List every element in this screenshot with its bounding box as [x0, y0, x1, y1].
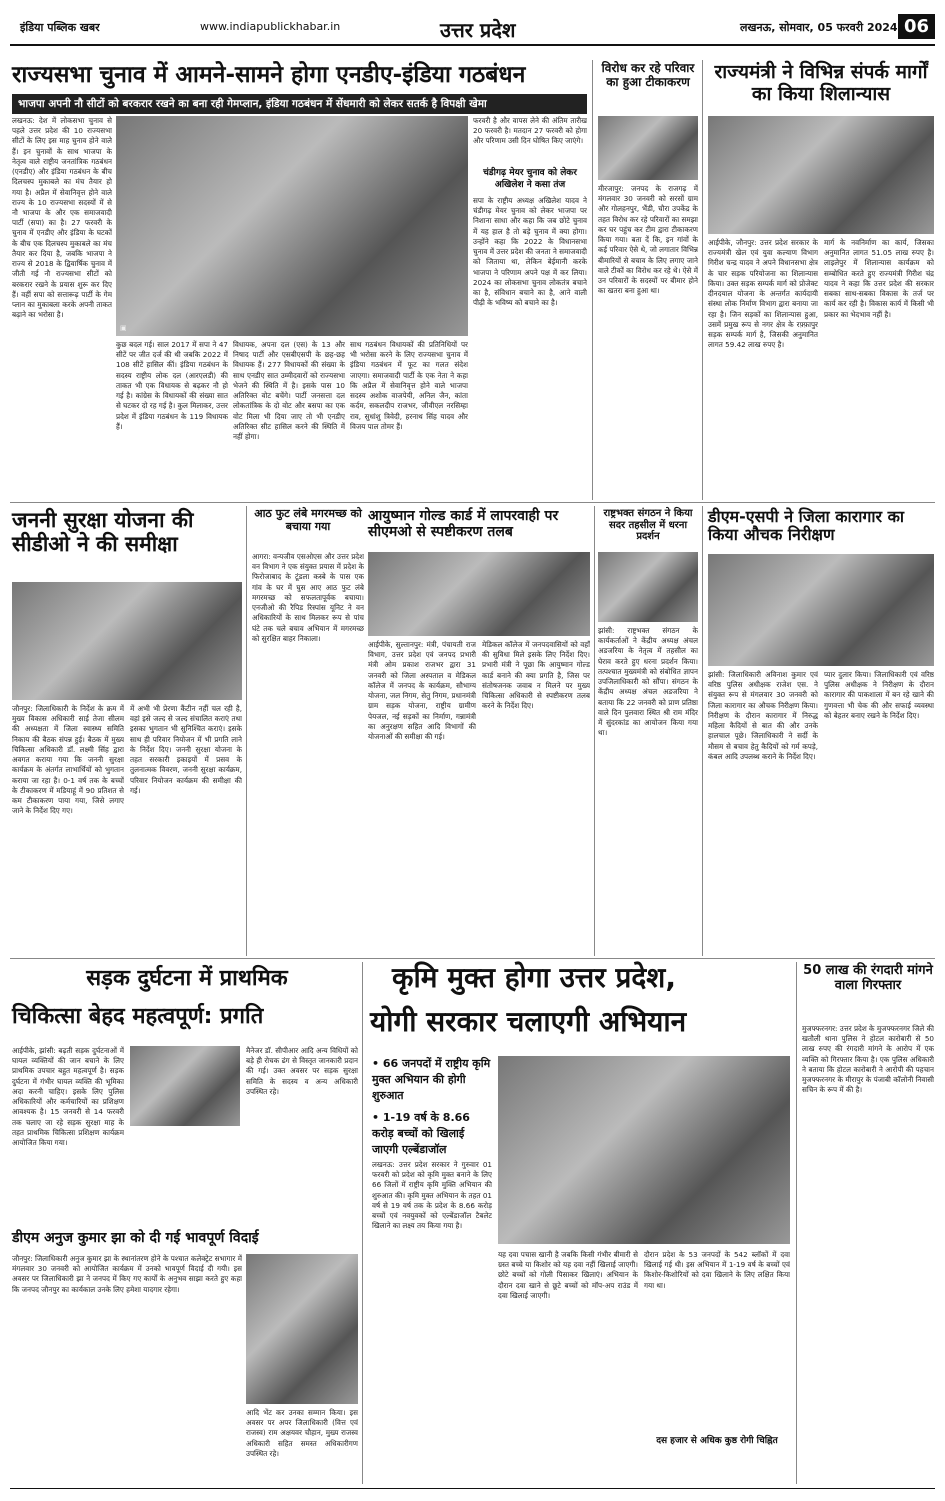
- section-title: उत्तर प्रदेश: [440, 18, 516, 42]
- lead-photo: [116, 116, 468, 336]
- chandigarh-body: सपा के राष्ट्रीय अध्यक्ष अखिलेश यादव ने चंडीगढ़ मेयर चुनाव को लेकर भाजपा पर निशाना साधा और कहा कि जब छोटे चुनाव में यह हाल है तो बड़े चुनाव में क्या होगा। उन्होंने कहा कि 2022 के विधानसभा चुनाव में उत्तर प्रदेश की जनता ने समाजवादी को जिताया था, लेकिन बेईमानी करके भाजपा ने परिणाम अपने पक्ष में कर लिया। 2024 का लोकसभा चुनाव लोकतंत्र बचाने का है, संविधान बचाने का है, आने वाली पीढ़ी के भविष्य को बचाने का है।: [473, 196, 587, 308]
- virodh-headline: विरोध कर रहे परिवार का हुआ टीकाकरण: [601, 61, 695, 89]
- magarmachh-body: आगरा: वन्यजीव एसओएस और उत्तर प्रदेश वन विभाग ने एक संयुक्त प्रयास में प्रदेश के फिरोजाबाद के टूंडला कस्बे के पास एक गांव के घर में घुस आए आठ फुट लंबे मगरमच्छ को सफलतापूर्वक बचाया। एनजीओ की रैपिड रिस्पांस यूनिट ने वन अधिकारियों के साथ मिलकर रूप से पांच घंटे तक चले बचाव अभियान में मगरमच्छ को सुरक्षित बाहर निकाला।: [252, 552, 364, 643]
- ayushman-headline: आयुष्मान गोल्ड कार्ड में लापरवाही पर सीएमओ से स्पष्टीकरण तलब: [368, 508, 559, 541]
- dharna-headline: राष्ट्रभक्त संगठन ने किया सदर तहसील में धरना प्रदर्शन: [603, 508, 693, 542]
- masthead: [10, 16, 935, 46]
- ayushman-body2: मेडिकल कॉलेज में जनपदवासियों को वहाँ की सुविधा मिले इसके लिए निर्देश दिए। प्रभारी मंत्री ने पूछा कि आयुष्मान गोल्ड कार्ड बनाने की क्या प्रगति है, जिस पर संतोषजनक जवाब न मिलने पर मुख्य चिकित्सा अधिकारी से स्पष्टीकरण तलब करने के निर्देश दिए।: [482, 640, 590, 711]
- website-url[interactable]: www.indiapublickhabar.in: [200, 20, 341, 33]
- sadak-body2: मैनेजर डॉ. सीपीआर आदि अन्य विधियों को बड़े ही रोचक ढंग से विस्तृत जानकारी प्रदान की गई। उक्त अवसर पर सड़क सुरक्षा समिति के सदस्य व अन्य अधिकारी उपस्थित रहे।: [246, 1046, 358, 1096]
- lead-body-col1: लखनऊ: देश में लोकसभा चुनाव से पहले उत्तर प्रदेश की 10 राज्यसभा सीटों के लिए इस माह चुनाव होने वाले हैं। इन चुनावों के साथ भाजपा के नेतृत्व वाले राष्ट्रीय जनतांत्रिक गठबंधन (एनडीए) और इंडिया गठबंधन के बीच दिलचस्प मुकाबले का मंच तैयार हो गया है। अप्रैल में सेवानिवृत्त होने वाले राज्य के 10 राज्यसभा सदस्यों में से नौ भाजपा के और एक समाजवादी पार्टी (सपा) का है। 27 फरवरी के चुनाव में एनडीए और इंडिया के घटकों के बीच एक दिलचस्प मुकाबले का मंच तैयार कर दिया है, जबकि भाजपा ने राज्य से 2018 के द्विवार्षिक चुनाव में जीती गई नौ राज्यसभा सीटों को बरकरार रखने के प्रयास शुरू कर दिए हैं। वहीं सपा को सत्तारूढ़ पार्टी के गेम प्लान का मुकाबला करके अपनी ताकत बढ़ाने का भरोसा है।: [12, 116, 112, 320]
- sadak-photo: [130, 1046, 240, 1126]
- virodh-body: मीरजापुर: जनपद के राजगढ़ में मंगलवार 30 जनवरी को सरसों ग्राम और गोलहनपुर, भैंडी, चौरा उपकेंद्र के तहत विरोध कर रहे परिवारों का समझा कर घर पहुंच कर टीम द्वारा टीकाकरण किया गया। बता दें कि, इन गांवों के कई परिवार ऐसे थे, जो लगातार विभिन्न बीमारियों से बचाव के लिए लगाए जाने वाले टीकों का विरोध कर रहे थे। ऐसे में उन परिवारों के सदस्यों पर बीमार होने का खतरा बना हुआ था।: [598, 184, 698, 296]
- janani-photo: [12, 582, 242, 700]
- krimi-bullet-2: • 1-19 वर्ष के 8.66 करोड़ बच्चों को खिलाई जाएगी एल्बेंडाजॉल: [372, 1110, 492, 1158]
- brand-name: इंडिया पब्लिक खबर: [20, 21, 100, 34]
- lead-body-col2: कुछ बदल गई। साल 2017 में सपा ने 47 सीटें पर जीत दर्ज की थी जबकि 2022 में 108 सीटें हासिल कीं। इंडिया गठबंधन के सदस्य राष्ट्रीय लोक दल (आरएलडी) की ताकत भी एक विधायक से बढ़कर नौ हो गई है। कांग्रेस के विधायकों की संख्या सात से घटकर दो रह गई है। कुल मिलाकर, उत्तर प्रदेश में इंडिया गठबंधन के 119 विधायक हैं।: [116, 340, 228, 431]
- krimi-headline-1: कृमि मुक्त होगा उत्तर प्रदेश,: [392, 961, 676, 994]
- vidaai-body2: आदि भेंट कर उनका सम्मान किया। इस अवसर पर अपर जिलाधिकारी (वित्त एवं राजस्व) राम अक्षयवर चौहान, मुख्य राजस्व अधिकारी सहित समस्त अधिकारीगण उपस्थित रहे।: [246, 1408, 358, 1458]
- lead-subline: भाजपा अपनी नौ सीटों को बरकरार रखने का बना रही गेमप्लान, इंडिया गठबंधन में सेंधमारी को लेकर सतर्क है विपक्षी खेमा: [12, 94, 587, 114]
- krimi-bullet-1: • 66 जनपदों में राष्ट्रीय कृमि मुक्त अभियान की होगी शुरुआत: [372, 1056, 492, 1104]
- krimi-headline-2: योगी सरकार चलाएगी अभियान: [370, 1005, 687, 1038]
- karagar-headline: डीएम-एसपी ने जिला कारागार का किया औचक निरीक्षण: [708, 507, 905, 545]
- krimi-body2: यह दवा पचास खानी है जबकि किसी गंभीर बीमारी से ग्रस्त बच्चे या किशोर को यह दवा नहीं खिलाई जाएगी। छोटे बच्चों को गोली पिसाकर खिलाएं। अभियान के दौरान दवा खाने से छूटे बच्चों को मॉप-अप राउंड में दवा खिलाई जाएगी।: [498, 1250, 638, 1300]
- rajyamantri-body2: मार्ग के नवनिर्माण का कार्य, जिसका अनुमानित लागत 51.05 लाख रुपए है। लाइलेपुर में शिलान्यास कार्यक्रम को सम्बोधित करते हुए राज्यमंत्री गिरीश चंद्र यादव ने कहा कि उत्तर प्रदेश की सरकार सबका साथ-सबका विकास के तर्ज पर कार्य कर रही है। विकास कार्य में किसी भी प्रकार का भेदभाव नहीं है।: [824, 238, 934, 319]
- janani-headline: जननी सुरक्षा योजना की सीडीओ ने की समीक्षा: [12, 508, 194, 557]
- krimi-bullets: [372, 1056, 492, 1164]
- magarmachh-headline: आठ फुट लंबे मगरमच्छ को बचाया गया: [254, 507, 362, 533]
- page-number: 06: [898, 14, 935, 39]
- sadak-headline-1: सड़क दुर्घटना में प्राथमिक: [86, 966, 288, 991]
- vidaai-headline: डीएम अनुज कुमार झा को दी गई भावपूर्ण विदाई: [12, 1230, 259, 1246]
- krimi-box-head: दस हजार से अधिक कुष्ठ रोगी चिह्नित: [656, 1436, 778, 1446]
- krimi-body: लखनऊ: उत्तर प्रदेश सरकार ने गुरुवार 01 फरवरी को प्रदेश को कृमि मुक्त बनाने के लिए 66 जिलों में राष्ट्रीय कृमि मुक्ति अभियान की शुरुआत की। कृमि मुक्त अभियान के तहत 01 वर्ष से 19 वर्ष तक के प्रदेश के 8.66 करोड़ बच्चों एवं नवयुवकों को एल्बेंडाजॉल टैबलेट खिलाने का लक्ष्य तय किया गया है।: [372, 1160, 492, 1231]
- vidaai-photo: [246, 1254, 358, 1404]
- footer-rule: [10, 1488, 935, 1496]
- karagar-body: झांसी: जिलाधिकारी अविनाश कुमार एवं वरिष्ठ पुलिस अधीक्षक राजेश एस. ने संयुक्त रूप से मंगलवार 30 जनवरी को जिला कारागार का औचक निरीक्षण किया। निरीक्षण के दौरान कारागार में निरुद्ध महिला कैदियों से बात की और उनके हालचाल पूछे। जिलाधिकारी ने सर्दी के मौसम से बचाव हेतु कैदियों को गर्म कपड़े, कंबल आदि उपलब्ध कराने के निर्देश दिए।: [708, 670, 818, 761]
- photo-icon: ▣: [120, 324, 127, 332]
- rajyamantri-headline: राज्यमंत्री ने विभिन्न संपर्क मार्गों का किया शिलान्यास: [714, 61, 928, 105]
- lead-body-col5: फरवरी है और वापस लेने की अंतिम तारीख 20 फरवरी है। मतदान 27 फरवरी को होगा और परिणाम उसी दिन घोषित किए जाएंगे।: [473, 116, 587, 146]
- vidaai-body: जौनपुर: जिलाधिकारी अनुज कुमार झा के स्थानांतरण होने के पश्चात कलेक्ट्रेट सभागार में मंगलवार 30 जनवरी को आयोजित कार्यक्रम में उनको भावपूर्ण विदाई दी गयी। इस अवसर पर जिलाधिकारी झा ने जनपद में किए गए कार्यों के अनुभव साझा करते हुए कहा कि जनपद जौनपुर का कार्यकाल उनके लिए हमेशा यादगार रहेगा।: [12, 1254, 242, 1294]
- rajyamantri-photo: [708, 116, 934, 234]
- janani-body2: में अभी भी प्रेरणा कैंटीन नहीं चल रही है, वहां इसे जल्द से जल्द संचालित कराएं तथा इसका भुगतान भी सुनिश्चित कराएं। इसके साथ ही परिवार नियोजन में भी प्रगति लाने के निर्देश दिए। जननी सुरक्षा योजना के तहत सरकारी इकाइयों में प्रसव के तुलनात्मक विवरण, जननी सुरक्षा कार्यक्रम, परिवार नियोजन कार्यक्रम की समीक्षा की गई।: [130, 704, 242, 795]
- dharna-photo: [598, 552, 698, 622]
- sadak-body: आईपीके, झांसी: बढ़ती सड़क दुर्घटनाओं में घायल व्यक्तियों की जान बचाने के लिए प्राथमिक उपचार बहुत महत्वपूर्ण है। सड़क दुर्घटना में गंभीर घायल व्यक्ति की भूमिका अदा करनी चाहिए। इसके लिए पुलिस अधिकारियों और कर्मचारियों का प्रशिक्षण आवश्यक है। 15 जनवरी से 14 फरवरी तक चलाए जा रहे सड़क सुरक्षा माह के तहत प्राथमिक चिकित्सा प्रशिक्षण कार्यक्रम आयोजित किया गया।: [12, 1046, 124, 1147]
- karagar-body2: प्यार दुलार किया। जिलाधिकारी एवं वरिष्ठ पुलिस अधीक्षक ने निरीक्षण के दौरान कारागार की पाकशाला में बन रहे खाने की गुणवत्ता भी चेक की और सफाई व्यवस्था को बेहतर बनाए रखने के निर्देश दिए।: [824, 670, 934, 720]
- chandigarh-head: चंडीगढ़ मेयर चुनाव को लेकर अखिलेश ने कसा तंज: [483, 168, 577, 190]
- dateline: लखनऊ, सोमवार, 05 फरवरी 2024: [740, 21, 898, 34]
- karagar-photo: [708, 554, 934, 666]
- janani-body: जौनपुर: जिलाधिकारी के निर्देश के क्रम में मुख्य विकास अधिकारी साई तेजा सीलम की अध्यक्षता में जिला स्वास्थ्य समिति निकाय की बैठक संपन्न हुई। बैठक में मुख्य चिकित्सा अधिकारी डॉ. लक्ष्मी सिंह द्वारा अवगत कराया गया कि जननी सुरक्षा कार्यक्रम के अंतर्गत लाभार्थियों को भुगतान कराया जा रहा है। 0-1 वर्ष तक के बच्चों के टीकाकरण में मडियाहूं में 90 प्रतिशत से कम टीकाकरण पाया गया, जिसे लगाए जाने के निर्देश दिए गए।: [12, 704, 124, 816]
- lead-body-col4: साथ गठबंधन विधायकों की प्रतिनिधियों पर भी भरोसा करने के लिए राज्यसभा चुनाव में इंडिया गठबंधन में फूट का गलत संदेश जाएगा। समाजवादी पार्टी के एक नेता ने कहा कि अप्रैल में सेवानिवृत्त होने वाले भाजपा सदस्य अशोक वाजपेयी, अनिल जैन, कांता कर्दम, सकलदीप राजभर, जीवीएल नरसिम्हा राव, सुधांशु त्रिवेदी, हरनाथ सिंह यादव और विजय पाल तोमर हैं।: [350, 340, 468, 431]
- sadak-headline-2: चिकित्सा बेहद महत्वपूर्ण: प्रगति: [12, 1004, 264, 1029]
- krimi-photo: [498, 1056, 790, 1244]
- ayushman-photo: [368, 552, 590, 636]
- rangdari-headline: 50 लाख की रंगदारी मांगने वाला गिरफ्तार: [803, 963, 933, 993]
- lead-headline: राज्यसभा चुनाव में आमने-सामने होगा एनडीए-इंडिया गठबंधन: [12, 62, 526, 88]
- ayushman-body: आईपीके, सुल्तानपुर: मंत्री, पंचायती राज विभाग, उत्तर प्रदेश एवं जनपद प्रभारी मंत्री ओम प्रकाश राजभर द्वारा 31 जनवरी को जिला अस्पताल व मेडिकल कॉलेज में जनपद के कार्यक्रम, सौभाग्य योजना, जल निगम, सेतु निगम, प्रधानमंत्री ग्राम सड़क योजना, राष्ट्रीय ग्रामीण पेयजल, नई सड़कों का निर्माण, गन्नामंत्री का अनुरक्षण सहित आदि विभागों की योजनाओं की समीक्षा की गई।: [368, 640, 476, 741]
- krimi-body3: दौरान प्रदेश के 53 जनपदों के 542 ब्लॉकों में दवा खिलाई गई थी। इस अभियान में 1-19 वर्ष के बच्चों एवं किशोर-किशोरियों को दवा खिलाने के लिए लक्षित किया गया था।: [644, 1250, 790, 1290]
- rajyamantri-body: आईपीके, जौनपुर: उत्तर प्रदेश सरकार के राज्यमंत्री खेल एवं युवा कल्याण विभाग गिरीश चन्द्र यादव ने अपने विधानसभा क्षेत्र के चार सड़क परियोजना का शिलान्यास किया। उक्त सड़क सम्पर्क मार्ग को प्रोजेक्ट दीनदयाल योजना के अन्तर्गत कार्यदायी संस्था लोक निर्माण विभाग द्वारा बनाया जा रहा है। जिन सड़कों का शिलान्यास हुआ, उसमें प्रमुख रूप से नगर क्षेत्र के रफ़्फ़ापुर सड़क सम्पर्क मार्ग है, जिसकी अनुमानित लागत 59.42 लाख रुपए है।: [708, 238, 818, 350]
- dharna-body: झांसी: राष्ट्रभक्त संगठन के कार्यकर्ताओं ने केंद्रीय अध्यक्ष अंचल अडजरिया के नेतृत्व में तहसील का घेराव करते हुए धरना प्रदर्शन किया। तत्पश्चात मुख्यमंत्री को संबोधित ज्ञापन उपजिलाधिकारी को सौंपा। संगठन के केंद्रीय अध्यक्ष अंचल अडजरिया ने बताया कि 22 जनवरी को प्राण प्रतिष्ठा वाले दिन पुलवारा स्थित श्री राम मंदिर में सुंदरकांड का आयोजन किया गया था।: [598, 626, 698, 738]
- lead-body-col3: विधायक, अपना दल (एस) के 13 और निषाद पार्टी और एसबीएसपी के छह-छह विधायक हैं। 277 विधायकों की संख्या के साथ एनडीए सात उम्मीदवारों को राज्यसभा भेजने की स्थिति में है। इसके पास 10 अतिरिक्त वोट बचेंगे। पार्टी जनसत्ता दल लोकतांत्रिक के दो वोट और बसपा का एक वोट मिला भी दिया जाए तो भी एनडीए अतिरिक्त सीट हासिल करने की स्थिति में नहीं होगा।: [233, 340, 345, 441]
- virodh-photo: [598, 116, 698, 180]
- rangdari-body: मुजफ्फरनगर: उत्तर प्रदेश के मुजफ्फरनगर जिले की खतौली थाना पुलिस ने होटल कारोबारी से 50 लाख रुपए की रंगदारी मांगने के आरोप में एक व्यक्ति को गिरफ्तार किया है। एक पुलिस अधिकारी ने बताया कि होटल कारोबारी ने आरोपी की पहचान मुजफ्फरनगर के मीरापुर के पंजाबी कॉलोनी निवासी सचिन के रूप में की है।: [802, 1024, 934, 1095]
